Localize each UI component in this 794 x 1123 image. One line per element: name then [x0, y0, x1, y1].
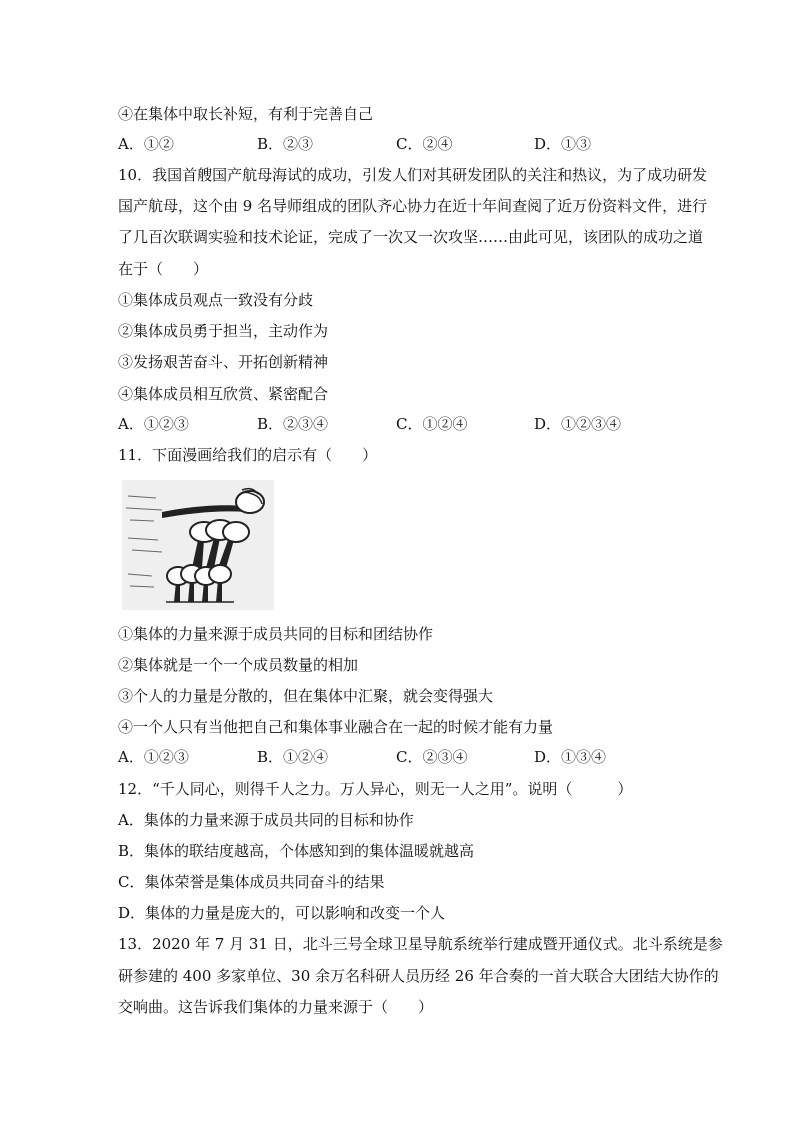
- q9-option-d: D．①③: [534, 135, 592, 153]
- q11-option-c: C．②③④: [396, 748, 468, 766]
- q9-option-a: A．①②: [118, 135, 174, 153]
- q13-stem-line-1: 13．2020 年 7 月 31 日，北斗三号全球卫星导航系统举行建成暨开通仪式。北斗系统是参: [118, 935, 723, 953]
- q12-option-c: C．集体荣誉是集体成员共同奋斗的结果: [118, 873, 385, 891]
- tree-cartoon-image: [122, 480, 274, 610]
- q10-item-2: ②集体成员勇于担当，主动作为: [118, 322, 329, 340]
- q12-stem: 12．“千人同心，则得千人之力。万人异心，则无一人之用”。说明（ ）: [118, 780, 633, 798]
- q11-item-4: ④一个人只有当他把自己和集体事业融合在一起的时候才能有力量: [118, 718, 554, 736]
- q11-option-b: B．①②④: [257, 748, 329, 766]
- q9-option-c: C．②④: [396, 135, 453, 153]
- q10-option-d: D．①②③④: [534, 415, 622, 433]
- q13-stem-line-3: 交响曲。这告诉我们集体的力量来源于（ ）: [118, 998, 434, 1016]
- q10-stem-line-4: 在于（ ）: [118, 260, 209, 278]
- q10-stem-line-3: 了几百次联调实验和技术论证，完成了一次又一次攻坚……由此可见，该团队的成功之道: [118, 228, 704, 246]
- q11-option-a: A．①②③: [118, 748, 189, 766]
- q11-stem: 11．下面漫画给我们的启示有（ ）: [118, 446, 378, 464]
- q10-options: [118, 414, 678, 434]
- q10-item-1: ①集体成员观点一致没有分歧: [118, 291, 314, 309]
- q10-option-a: A．①②③: [118, 415, 189, 433]
- q9-options: [118, 134, 678, 154]
- q12-option-b: B．集体的联结度越高，个体感知到的集体温暖就越高: [118, 842, 475, 860]
- q11-item-2: ②集体就是一个一个成员数量的相加: [118, 656, 359, 674]
- q10-option-c: C．①②④: [396, 415, 468, 433]
- q9-option-b: B．②③: [257, 135, 314, 153]
- q10-item-3: ③发扬艰苦奋斗、开拓创新精神: [118, 353, 329, 371]
- q11-item-3: ③个人的力量是分散的，但在集体中汇聚，就会变得强大: [118, 687, 494, 705]
- q13-stem-line-2: 研参建的 400 多家单位、30 余万名科研人员历经 26 年合奏的一首大联合大团结大协作的: [118, 967, 719, 985]
- q9-item-4: ④在集体中取长补短，有利于完善自己: [118, 105, 374, 123]
- q12-option-d: D．集体的力量是庞大的，可以影响和改变一个人: [118, 904, 446, 922]
- q10-stem-line-2: 国产航母，这个由 9 名导师组成的团队齐心协力在近十年间查阅了近万份资料文件，进行: [118, 197, 708, 215]
- q10-option-b: B．②③④: [257, 415, 329, 433]
- q10-item-4: ④集体成员相互欣赏、紧密配合: [118, 385, 329, 403]
- q11-item-1: ①集体的力量来源于成员共同的目标和团结协作: [118, 625, 434, 643]
- q11-option-d: D．①③④: [534, 748, 607, 766]
- q10-stem-line-1: 10．我国首艘国产航母海试的成功，引发人们对其研发团队的关注和热议，为了成功研发: [118, 166, 708, 184]
- q11-options: [118, 747, 678, 767]
- q12-option-a: A．集体的力量来源于成员共同的目标和协作: [118, 811, 414, 829]
